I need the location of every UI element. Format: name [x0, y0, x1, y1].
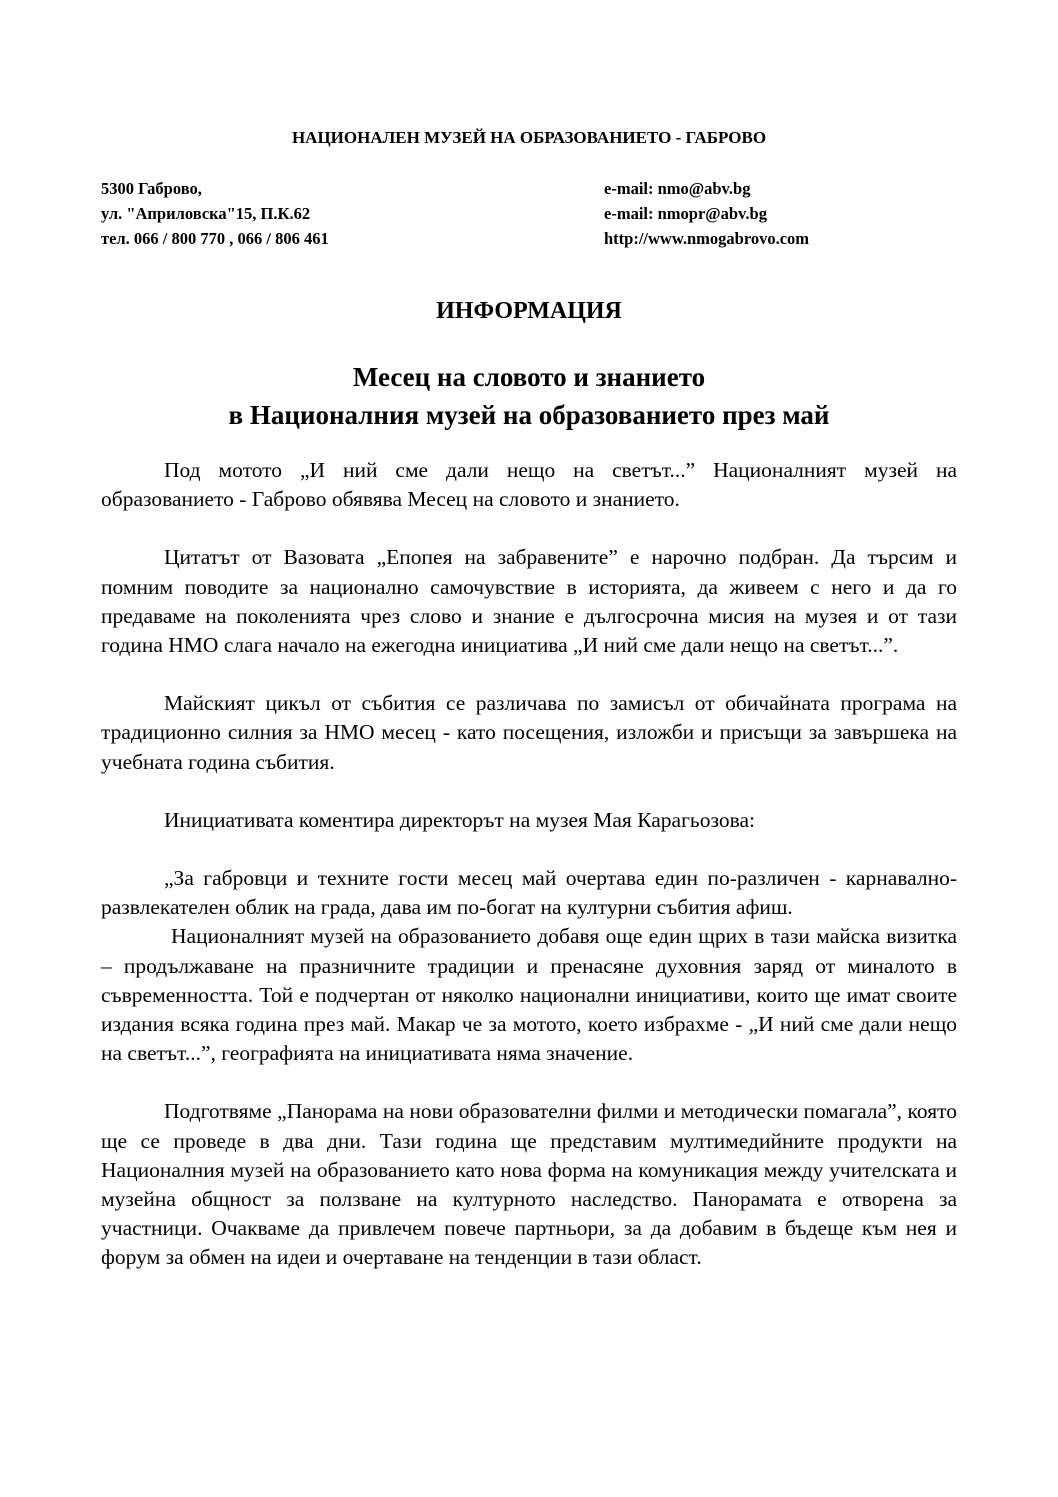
paragraph-4: Инициативата коментира директорът на музея Мая Карагьозова:	[164, 807, 755, 832]
document-title: ИНФОРМАЦИЯ	[436, 298, 622, 324]
paragraph-7: Подготвяме „Панорама на нови образователни филми и методически помагала”, която ще се проведе в два дни. Тази година ще представим мултимедийните продукти на Националния музей на образованието като нова форма на комуникация между учителската и музейна общност за ползване на културното наследство. Панорамата е отворена за участници. Очакваме да привлечем повече партньори, за да добавим в бъдеще към нея и форум за обмен на идеи и очертаване на тенденции в тази област.	[101, 1099, 957, 1270]
article-body	[101, 456, 957, 1273]
address-city: 5300 Габрово,	[101, 179, 202, 198]
organization-heading: НАЦИОНАЛЕН МУЗЕЙ НА ОБРАЗОВАНИЕТО - ГАБРОВО	[291, 128, 767, 147]
address-street: ул. "Априловска"15, П.К.62	[101, 204, 311, 223]
website-link[interactable]: http://www.nmogabrovo.com	[604, 229, 810, 248]
contact-online-block	[604, 176, 809, 251]
paragraph-5-quote: „За габровци и техните гости месец май очертава един по-различен - карнавално-развлекателен облик на града, дава им по-богат на културни събития афиш.	[101, 866, 957, 920]
paragraph-6-quote: Националният музей на образованието добавя още един щрих в тази майска визитка – продължаване на празничните традиции и пренасяне духовния заряд от миналото в съвременността. Той е подчертан от няколко национални инициативи, които ще имат своите издания всяка година през май. Макар че за мотото, което избрахме - „И ний сме дали нещо на светът...”, географията на инициативата няма значение.	[101, 924, 957, 1066]
headline-line-1: Месец на словото и знанието	[352, 362, 706, 392]
contact-address-block	[101, 176, 329, 251]
paragraph-1: Под мотото „И ний сме дали нещо на светът...” Националният музей на образованието - Габрово обявява Месец на словото и знанието.	[101, 458, 957, 512]
paragraph-3: Майският цикъл от събития се различава по замисъл от обичайната програма на традиционно силния за НМО месец - като посещения, изложби и присъщи за завършека на учебната година събития.	[101, 691, 957, 774]
phone-numbers: тел. 066 / 800 770 , 066 / 806 461	[101, 229, 329, 248]
paragraph-2: Цитатът от Вазовата „Епопея на забравените” е нарочно подбран. Да търсим и помним поводите за национално самочувствие в историята, да живеем с него и да го предаваме на поколенията чрез слово и знание е дългосрочна мисия на музея и от тази година НМО слага начало на ежегодна инициатива „И ний сме дали нещо на светът...”.	[101, 545, 957, 658]
headline	[0, 358, 1058, 434]
email-primary: e-mail: nmo@abv.bg	[604, 179, 751, 198]
headline-line-2: в Националния музей на образованието през май	[228, 400, 830, 430]
email-secondary: e-mail: nmopr@abv.bg	[604, 204, 767, 223]
